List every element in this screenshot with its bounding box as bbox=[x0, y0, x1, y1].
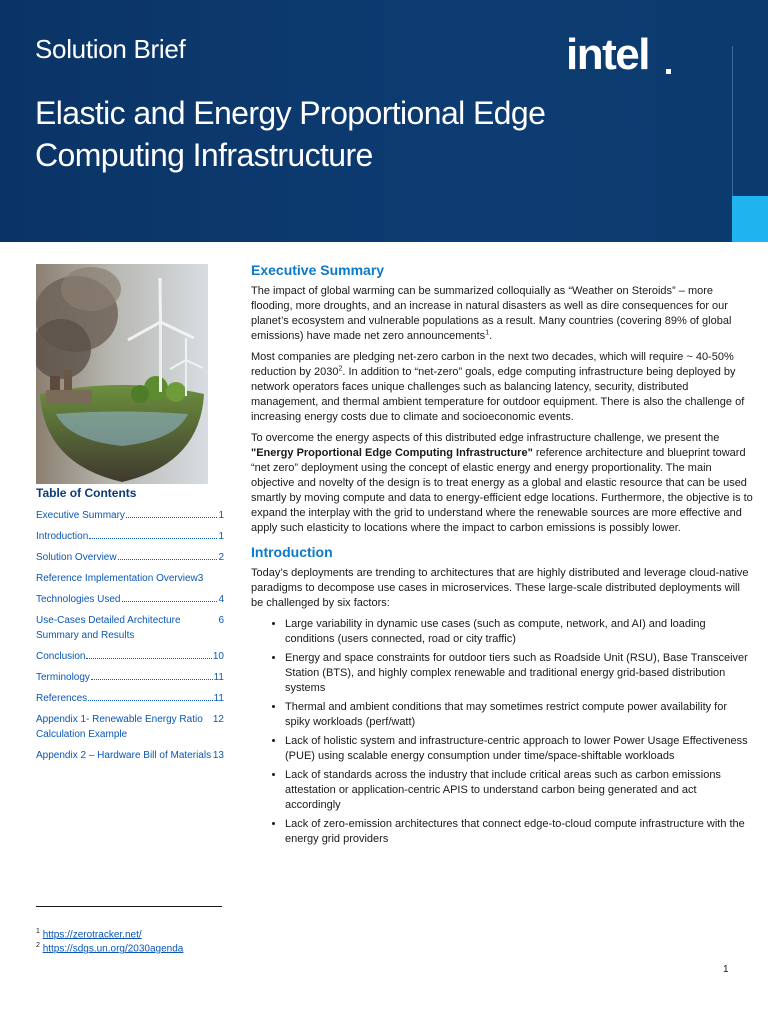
toc-item-conclusion[interactable] bbox=[36, 649, 224, 664]
executive-summary-heading: Executive Summary bbox=[251, 262, 385, 278]
challenges-list bbox=[251, 617, 753, 847]
toc-dots bbox=[126, 517, 218, 518]
paragraph-text: The impact of global warming can be summarized colloquially as “Weather on Steroids” – more flooding, more droughts, and an increase in natural disasters as well as dire consequences for our planet’s ecosystem and vulnerable populations as a result. Many countries (covering 89% of global emissions) have made net zero announcements bbox=[251, 285, 732, 342]
toc-item-use-cases[interactable] bbox=[36, 613, 224, 643]
paragraph-text: . In addition to “net-zero” goals, edge computing infrastructure being deployed by network operators faces unique challenges such as balancing latency, security, distributed management, and thermal ambient temperature for outdoor equipment. There is also the challenge of increasing energy costs due to climate and socioeconomic events. bbox=[251, 366, 745, 423]
list-item: • Lack of zero-emission architectures that connect edge-to-cloud compute infrastructure with the energy grid providers bbox=[285, 817, 753, 847]
toc-item-label: Terminology bbox=[36, 672, 90, 683]
toc-title: Table of Contents bbox=[36, 486, 137, 500]
toc-item-label: Use-Cases Detailed Architecture Summary and Results bbox=[36, 615, 181, 641]
footnote-number: 1 bbox=[36, 928, 40, 935]
toc-item-label: Introduction bbox=[36, 531, 89, 542]
footnote-divider bbox=[36, 906, 222, 907]
toc-item-page: 1 bbox=[218, 531, 224, 542]
document-title: Elastic and Energy Proportional Edge Computing Infrastructure bbox=[35, 95, 546, 173]
paragraph-bold-text: "Energy Proportional Edge Computing Infrastructure" bbox=[251, 447, 533, 459]
toc-item-solution-overview[interactable] bbox=[36, 550, 224, 565]
executive-summary-paragraph-3 bbox=[251, 431, 753, 536]
paragraph-text: . bbox=[489, 330, 493, 342]
document-type: Solution Brief bbox=[35, 34, 186, 64]
toc-item-page: 3 bbox=[197, 573, 204, 584]
executive-summary-paragraph-1 bbox=[251, 284, 753, 344]
toc-item-label: Executive Summary bbox=[36, 510, 125, 521]
header-banner bbox=[0, 0, 768, 242]
footnote-ref[interactable]: 2 bbox=[338, 365, 343, 373]
hero-illustration bbox=[36, 264, 208, 484]
toc-item-page: 6 bbox=[218, 615, 224, 626]
intel-logo: intel bbox=[566, 30, 649, 79]
toc-item-label: References bbox=[36, 693, 88, 704]
toc-item-page: 10 bbox=[212, 651, 224, 662]
list-item: • Large variability in dynamic use cases (such as compute, network, and AI) and loading conditions (users connected, road or city traffic) bbox=[285, 617, 753, 647]
wind-turbine-and-factory-image bbox=[36, 264, 208, 484]
toc-item-label: Reference Implementation Overview bbox=[36, 573, 198, 584]
header-divider bbox=[732, 46, 733, 196]
toc-item-page: 1 bbox=[218, 510, 224, 521]
toc-item-introduction[interactable] bbox=[36, 529, 224, 544]
footnote-link[interactable]: https://sdgs.un.org/2030agenda bbox=[42, 943, 184, 955]
footnote-link[interactable]: https://zerotracker.net/ bbox=[42, 929, 142, 941]
table-of-contents bbox=[36, 486, 224, 769]
footnote-number: 2 bbox=[36, 942, 40, 949]
toc-item-terminology[interactable] bbox=[36, 670, 224, 685]
toc-item-label: Appendix 2 – Hardware Bill of Materials bbox=[36, 750, 212, 761]
toc-item-page: 12 bbox=[212, 714, 224, 725]
toc-item-appendix-1[interactable] bbox=[36, 712, 224, 742]
paragraph-text: To overcome the energy aspects of this distributed edge infrastructure challenge, we present the bbox=[251, 432, 720, 444]
toc-item-reference-implementation[interactable] bbox=[36, 571, 224, 586]
toc-item-page: 2 bbox=[218, 552, 224, 563]
executive-summary-paragraph-2 bbox=[251, 350, 753, 425]
toc-dots bbox=[122, 601, 218, 602]
footnote-1 bbox=[36, 928, 142, 940]
list-item: • Energy and space constraints for outdoor tiers such as Roadside Unit (RSU), Base Transceiver Station (BTS), and highly complex renewable and traditional energy grid-based distribution systems bbox=[285, 651, 753, 696]
toc-item-label: Technologies Used bbox=[36, 594, 121, 605]
toc-dots bbox=[89, 538, 217, 539]
toc-item-executive-summary[interactable] bbox=[36, 508, 224, 523]
header-accent-block bbox=[732, 196, 768, 242]
list-item: • Lack of holistic system and infrastructure-centric approach to lower Power Usage Effectiveness (PUE) using scalable energy consumption under time/space-shiftable workloads bbox=[285, 734, 753, 764]
paragraph-text: Most companies are pledging net-zero carbon in the next two decades, which will require ~ 40-50% reduction by 2030 bbox=[251, 351, 734, 378]
toc-item-appendix-2[interactable] bbox=[36, 748, 224, 763]
toc-dots bbox=[91, 679, 213, 680]
logo-dot bbox=[666, 69, 671, 74]
introduction-heading: Introduction bbox=[251, 544, 333, 560]
footnote-2 bbox=[36, 942, 183, 954]
toc-item-label: Appendix 1- Renewable Energy Ratio Calculation Example bbox=[36, 714, 203, 740]
toc-item-page: 13 bbox=[212, 750, 224, 761]
toc-dots bbox=[86, 658, 211, 659]
toc-item-technologies-used[interactable] bbox=[36, 592, 224, 607]
toc-item-label: Conclusion bbox=[36, 651, 86, 662]
toc-item-page: 11 bbox=[213, 672, 224, 683]
list-item: • Lack of standards across the industry that include critical areas such as carbon emissions attestation or application-centric APIS to understand carbon being generated and act accordingly bbox=[285, 768, 753, 813]
paragraph-text: reference architecture and blueprint toward “net zero” deployment using the concept of elastic energy and energy proportionality. The main objective and novelty of the design is to treat energy as a global and elastic resource that can be used smartly by moving compute and data to energy-efficient edge locations. Furthermore, the objective is to expand the interplay with the grid to understand where the renewable sources are more effective and apply such elasticity to locations where the impact to carbon emissions is possibly lower. bbox=[251, 447, 753, 534]
toc-item-page: 4 bbox=[218, 594, 224, 605]
toc-dots bbox=[88, 700, 212, 701]
introduction-paragraph: Today’s deployments are trending to architectures that are highly distributed and leverage cloud-native paradigms to decompose use cases in microservices. These large-scale distributed deployments will be challenged by six factors: bbox=[251, 567, 749, 609]
main-content bbox=[251, 262, 753, 851]
toc-item-label: Solution Overview bbox=[36, 552, 117, 563]
page-number: 1 bbox=[723, 964, 729, 975]
footnote-ref[interactable]: 1 bbox=[485, 329, 490, 337]
toc-item-references[interactable] bbox=[36, 691, 224, 706]
toc-dots bbox=[118, 559, 218, 560]
list-item: • Thermal and ambient conditions that may sometimes restrict compute power availability for spiky workloads (perf/watt) bbox=[285, 700, 753, 730]
toc-item-page: 11 bbox=[213, 693, 224, 704]
